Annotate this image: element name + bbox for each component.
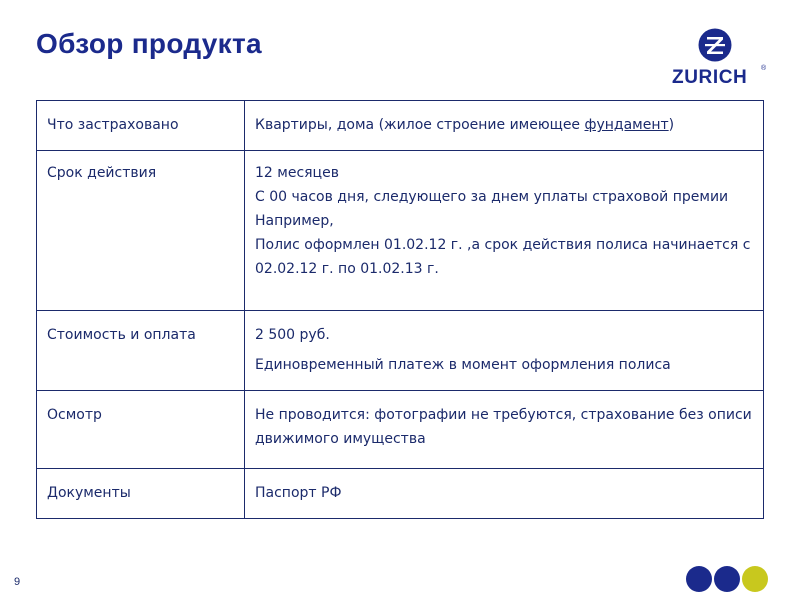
row-label: Осмотр bbox=[37, 391, 245, 469]
decorative-dots bbox=[686, 566, 768, 592]
logo-brand-text: ZURICH bbox=[672, 67, 748, 88]
row-label: Срок действия bbox=[37, 151, 245, 311]
table-row bbox=[37, 101, 764, 151]
value-line: Не проводится: фотографии не требуются, страхование без описи движимого имущества bbox=[255, 407, 752, 447]
row-value bbox=[245, 101, 764, 151]
zurich-logo bbox=[668, 28, 768, 90]
table-row bbox=[37, 151, 764, 311]
row-value bbox=[245, 151, 764, 311]
value-text: Квартиры, дома (жилое строение имеющее bbox=[255, 117, 585, 133]
registered-mark: ® bbox=[761, 65, 767, 72]
value-line: Полис оформлен 01.02.12 г. ,а срок действия полиса начинается с 02.02.12 г. по 01.02.13 г. bbox=[255, 237, 751, 277]
value-line: С 00 часов дня, следующего за днем уплаты страховой премии bbox=[255, 189, 729, 205]
table-row bbox=[37, 469, 764, 519]
value-line: 2 500 руб. bbox=[255, 327, 330, 343]
page-number: 9 bbox=[14, 576, 21, 588]
dot-icon bbox=[742, 566, 768, 592]
dot-icon bbox=[686, 566, 712, 592]
row-value bbox=[245, 311, 764, 391]
value-line: Паспорт РФ bbox=[255, 485, 342, 501]
value-line: 12 месяцев bbox=[255, 165, 339, 181]
row-value bbox=[245, 391, 764, 469]
row-label: Документы bbox=[37, 469, 245, 519]
table-row bbox=[37, 311, 764, 391]
row-value bbox=[245, 469, 764, 519]
table-row bbox=[37, 391, 764, 469]
row-label: Стоимость и оплата bbox=[37, 311, 245, 391]
zurich-mark-icon bbox=[698, 28, 732, 62]
page-title: Обзор продукта bbox=[36, 28, 262, 59]
foundation-link[interactable]: фундамент bbox=[584, 117, 669, 133]
dot-icon bbox=[714, 566, 740, 592]
row-label: Что застраховано bbox=[37, 101, 245, 151]
value-line: Например, bbox=[255, 213, 334, 229]
value-line: Единовременный платеж в момент оформления полиса bbox=[255, 357, 671, 373]
product-overview-table bbox=[36, 100, 764, 519]
value-text-end: ) bbox=[668, 117, 675, 133]
